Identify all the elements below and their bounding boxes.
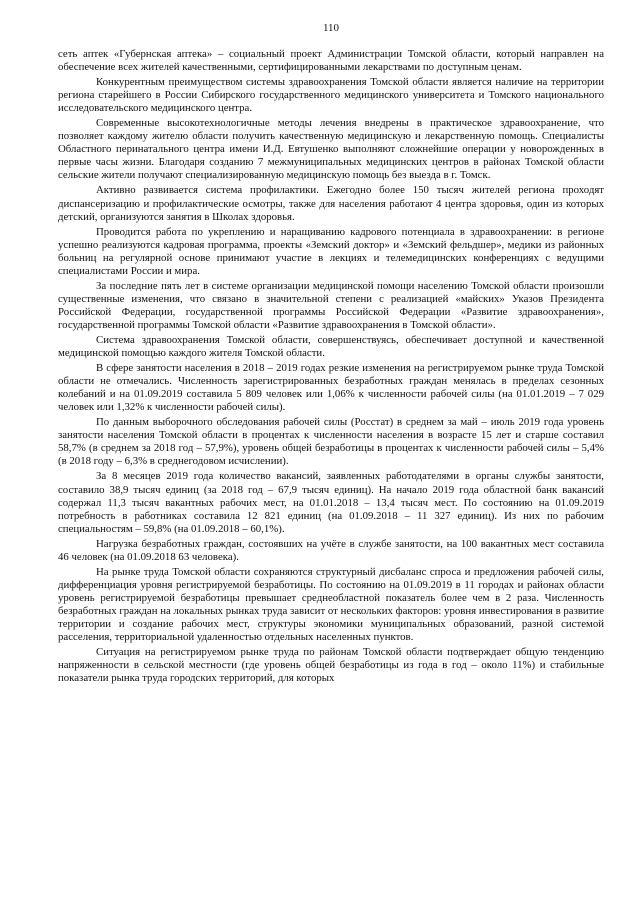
page-number: 110	[322, 22, 340, 34]
paragraph: По данным выборочного обследования рабочей силы (Росстат) в среднем за май – июль 2019 года уровень занятости населения Томской области в процентах к численности населения в возрасте 15 лет и старше составил 58,7% (в среднем за 2018 год – 57,9%), уровень общей безработицы в процентах к численности рабочей силы – 5,4% (в 2018 году – 6,3% в среднегодовом исчислении).	[58, 416, 604, 468]
paragraph: В сфере занятости населения в 2018 – 2019 годах резкие изменения на регистрируемом рынке труда Томской области не отмечались. Численность зарегистрированных безработных граждан менялась в пределах сезонных колебаний и на 01.09.2019 составила 5 809 человек или 1,06% к численности рабочей силы (на 01.01.2019 – 7 029 человек или 1,32% к численности рабочей силы).	[58, 362, 604, 414]
paragraph: сеть аптек «Губернская аптека» – социальный проект Администрации Томской области, который направлен на обеспечение всех жителей качественными, сертифицированными лекарствами по доступным ценам.	[58, 48, 604, 74]
paragraph: Конкурентным преимуществом системы здравоохранения Томской области является наличие на территории региона старейшего в России Сибирского государственного медицинского университета и Томского национального исследовательского медицинского центра.	[58, 76, 604, 115]
paragraph: Активно развивается система профилактики. Ежегодно более 150 тысяч жителей региона проходят диспансеризацию и профилактические осмотры, также для населения работают 4 центра здоровья, один из которых детский, организуются занятия в Школах здоровья.	[58, 184, 604, 223]
paragraph: За 8 месяцев 2019 года количество вакансий, заявленных работодателями в органы службы занятости, составило 38,9 тысяч единиц (за 2018 год – 67,9 тысяч единиц). На начало 2019 года областной банк вакансий содержал 11,3 тысяч вакантных рабочих мест, на 01.01.2018 – 13,4 тысяч мест. По состоянию на 01.09.2019 потребность в работниках составила 12 821 единиц (на 01.09.2018 – 11 327 единиц). Из них по рабочим специальностям – 59,8% (на 01.09.2018 – 60,1%).	[58, 470, 604, 535]
paragraph: Система здравоохранения Томской области, совершенствуясь, обеспечивает доступной и качественной медицинской помощью каждого жителя Томской области.	[58, 333, 604, 360]
paragraph: Проводится работа по укреплению и наращиванию кадрового потенциала в здравоохранении: в регионе успешно реализуются кадровая программа, проекты «Земский доктор» и «Земский фельдшер», медики из районных больниц на регулярной основе принимают участие в лекциях и телемедицинских конференциях с ведущими специалистами России и мира.	[58, 225, 604, 277]
paragraph: За последние пять лет в системе организации медицинской помощи населению Томской области произошли существенные изменения, что связано в значительной степени с реализацией «майских» Указов Президента Российской Федерации, государственной программы Российской Федерации «Развитие здравоохранения», государственной программы Томской области «Развитие здравоохранения в Томской области».	[58, 279, 604, 331]
paragraph: Современные высокотехнологичные методы лечения внедрены в практическое здравоохранение, что позволяет каждому жителю области получить качественную медицинскую и лекарственную помощь. Специалисты Областного перинатального центра имени И.Д. Евтушенко выполняют сложнейшие операции у новорожденных в первые часы жизни. Благодаря созданию 7 межмуниципальных медицинских центров в районах Томской области сельские жители получают специализированную медицинскую помощь без выезда в г. Томск.	[58, 117, 604, 182]
paragraph: Ситуация на регистрируемом рынке труда по районам Томской области подтверждает общую тенденцию напряженности в сельской местности (где уровень общей безработицы из года в год – около 11%) и стабильные показатели рынка труда городских территорий, для которых	[58, 646, 604, 685]
paragraph: Нагрузка безработных граждан, состоявших на учёте в службе занятости, на 100 вакантных мест составила 46 человек (на 01.09.2018 63 человека).	[58, 537, 604, 563]
paragraph: На рынке труда Томской области сохраняются структурный дисбаланс спроса и предложения рабочей силы, дифференциация уровня регистрируемой безработицы. По состоянию на 01.09.2019 в 11 городах и районах области уровень регистрируемой безработицы превышает среднеобластной показатель более чем в 2 раза. Численность безработных граждан на локальных рынках труда зависит от нескольких факторов: уровня инвестирования в развитие территории и создание рабочих мест, структуры экономики муниципальных образований, разной системой расселения, территориальной удаленностью отдельных населенных пунктов.	[58, 565, 604, 644]
